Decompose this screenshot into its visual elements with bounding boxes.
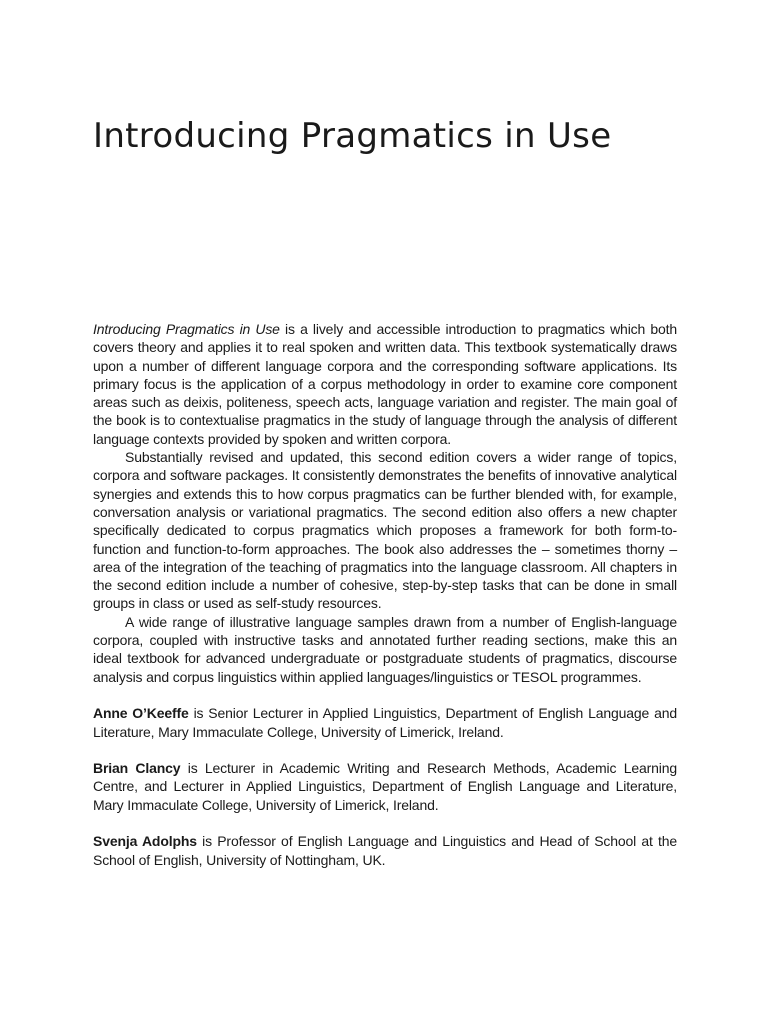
author-name: Anne O’Keeffe xyxy=(93,705,189,722)
author-bio-text: is Senior Lecturer in Applied Linguistics, Department of English Language and Literature, Mary Immaculate College, University of Limerick, Ireland. xyxy=(93,705,677,740)
author-name: Brian Clancy xyxy=(93,760,181,777)
author-bio-okeeffe xyxy=(93,704,677,741)
description-paragraph-1-text: is a lively and accessible introduction to pragmatics which both covers theory and applies it to real spoken and written data. This textbook systematically draws upon a number of different language corpora and the corresponding software applications. Its primary focus is the application of a corpus methodology in order to examine core component areas such as deixis, politeness, speech acts, language variation and register. The main goal of the book is to contextualise pragmatics in the study of language through the analysis of different language contexts provided by spoken and written corpora. xyxy=(93,321,678,447)
author-bio-text: is Lecturer in Academic Writing and Research Methods, Academic Learning Centre, and Lecturer in Applied Linguistics, Department of English Language and Literature, Mary Immaculate College, University of Limerick, Ireland. xyxy=(93,760,677,813)
description-paragraph-2: Substantially revised and updated, this second edition covers a wider range of topics, corpora and software packages. It consistently demonstrates the benefits of innovative analytical synergies and extends this to how corpus pragmatics can be further blended with, for example, conversation analysis or variational pragmatics. The second edition also offers a new chapter specifically dedicated to corpus pragmatics which proposes a framework for both form-to-function and function-to-form approaches. The book also addresses the – sometimes thorny – area of the integration of the teaching of pragmatics into the language classroom. All chapters in the second edition include a number of cohesive, step-by-step tasks that can be done in small groups in class or used as self-study resources. xyxy=(93,449,677,612)
author-name: Svenja Adolphs xyxy=(93,833,197,850)
description-paragraph-1 xyxy=(93,320,677,448)
book-title: Introducing Pragmatics in Use xyxy=(93,116,612,156)
back-cover-blurb xyxy=(93,320,677,869)
description-paragraph-3: A wide range of illustrative language samples drawn from a number of English-language corpora, coupled with instructive tasks and annotated further reading sections, make this an ideal textbook for advanced undergraduate or postgraduate students of pragmatics, discourse analysis and corpus linguistics within applied languages/linguistics or TESOL programmes. xyxy=(93,613,677,685)
author-bio-text: is Professor of English Language and Linguistics and Head of School at the School of English, University of Nottingham, UK. xyxy=(93,833,677,868)
author-bio-clancy xyxy=(93,759,677,814)
author-bio-adolphs xyxy=(93,832,677,869)
italic-book-title: Introducing Pragmatics in Use xyxy=(93,321,280,337)
